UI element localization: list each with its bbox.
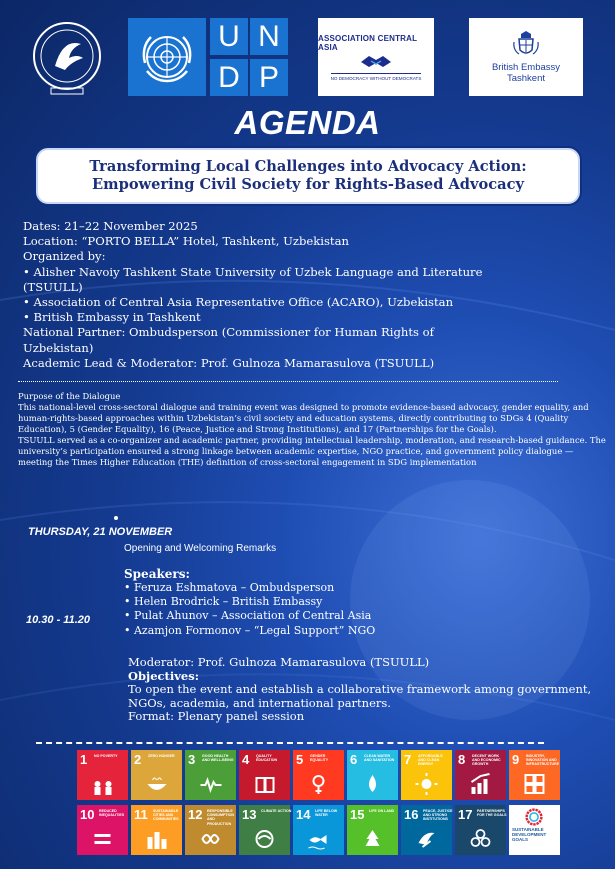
event-title: Transforming Local Challenges into Advocacy Action: Empowering Civil Society for Rights-Based Advocacy [89,158,527,193]
sdg-number: 2 [134,752,142,767]
sdg-label: LIFE ON LAND [369,809,395,813]
sdg-label: REDUCED INEQUALITIES [99,809,125,818]
sdg-logo-text: SUSTAINABLE DEVELOPMENT GOALS [512,827,547,843]
sdg-number: 5 [296,752,304,767]
sdg-label: PEACE, JUSTICE AND STRONG INSTITUTIONS [423,809,453,822]
event-location: Location: “PORTO BELLA” Hotel, Tashkent, Uzbekistan [23,234,349,249]
speakers-heading: Speakers: [124,567,190,581]
speaker-item: • Pulat Ahunov – Association of Central Asia [124,609,372,623]
sdg-tile-12 [185,805,236,855]
sdg-tile-9 [509,750,560,800]
sdg-1-icon [90,772,115,796]
sdg-label: ZERO HUNGER [148,754,175,758]
sdg-tile-5 [293,750,344,800]
sdg-label: PARTNERSHIPS FOR THE GOALS [477,809,507,818]
sdg-number: 16 [404,807,419,822]
sdg-9-icon [522,772,547,796]
session-format: Format: Plenary panel session [128,709,305,724]
speaker-item: • Helen Brodrick – British Embassy [124,595,323,609]
sdg-tile-17 [455,805,506,855]
sdg-wheel-icon [523,808,545,826]
sdg-label: LIFE BELOW WATER [315,809,338,818]
sdg-number: 6 [350,752,358,767]
purpose-section [18,391,606,468]
speakers-list [124,581,375,638]
session-day: THURSDAY, 21 NOVEMBER [28,526,173,538]
sdg-3-icon [198,772,223,796]
sdg-number: 10 [80,807,95,822]
sdg-tile-16 [401,805,452,855]
objectives-line1: To open the event and establish a collaborative framework among government, [128,682,592,697]
aca-subtitle: NO DEMOCRACY WITHOUT DEMOCRATS [331,73,422,81]
sdg-number: 4 [242,752,250,767]
timeline-dot [114,516,118,520]
sdg-number: 7 [404,752,412,767]
sdg-logo-tile [509,805,560,855]
divider-dotted-top [18,381,558,382]
sdg-label: GENDER EQUALITY [310,754,329,763]
sdg-number: 13 [242,807,257,822]
sdg-tile-7 [401,750,452,800]
undp-letter-u: U [210,18,248,55]
sdg-6-icon [360,772,385,796]
undp-logo [128,18,288,96]
purpose-paragraph-1: This national-level cross-sectoral dialogue and training event was designed to promote evidence-based advocacy, gender equality, and human-rights-based approaches within Uzbekistan’s civil society and education systems, directly contributing to SDGs 4 (Quality Education), 5 (Gender Equality), 16 (Peace, Justice and Strong Institutions), and 17 (Partnerships for the Goals). [18,402,589,434]
sdg-8-icon [468,772,493,796]
sdg-number: 12 [188,807,203,822]
objectives-heading: Objectives: [128,668,199,683]
sdg-2-icon [144,772,169,796]
national-partner-line2: Uzbekistan) [23,340,94,355]
handshake-icon [359,52,393,70]
royal-crest-icon [511,30,541,60]
sdg-label: QUALITY EDUCATION [256,754,278,763]
university-logo [18,18,116,96]
purpose-heading: Purpose of the Dialogue [18,391,121,401]
sdg-label: DECENT WORK AND ECONOMIC GROWTH [472,754,501,767]
session-moderator-block [128,656,598,724]
sdg-number: 14 [296,807,311,822]
academic-lead: Academic Lead & Moderator: Prof. Gulnoza Mamarasulova (TSUULL) [23,355,435,370]
association-central-asia-logo [318,18,434,96]
sdg-number: 3 [188,752,196,767]
sdg-tile-6 [347,750,398,800]
organizer-2: • Association of Central Asia Representative Office (ACARO), Uzbekistan [23,295,454,310]
aca-title: ASSOCIATION CENTRAL ASIA [318,33,418,52]
speaker-item: • Azamjon Formonov – “Legal Support” NGO [124,623,376,637]
objectives-line2: NGOs, academia, and international partners. [128,695,391,710]
organizer-1-line2: (TSUULL) [23,279,83,294]
sdg-tile-15 [347,805,398,855]
purpose-paragraph-2: TSUULL served as a co-organizer and academic partner, providing intellectual leadership, moderation, and research-based guidance. The university’s participation ensured a strong linkage between academic expertise, NGO practice, and government policy dialogue — meeting the Times Higher Education (THE) definition of cross-sectoral engagement in SDG implementation [18,435,606,467]
page-heading: AGENDA [234,104,381,141]
sdg-12-icon [198,827,223,851]
sdg-tile-2 [131,750,182,800]
sdg-tile-13 [239,805,290,855]
sdg-number: 17 [458,807,473,822]
sdg-label: CLEAN WATER AND SANITATION [364,754,395,763]
sdg-tile-8 [455,750,506,800]
sdg-label: AFFORDABLE AND CLEAN ENERGY [418,754,443,767]
sdg-label: RESPONSIBLE CONSUMPTION AND PRODUCTION [207,809,234,826]
event-dates: Dates: 21–22 November 2025 [23,219,198,233]
sdg-tile-1 [77,750,128,800]
sdg-tile-10 [77,805,128,855]
sdg-label: NO POVERTY [94,754,118,758]
undp-letter-d: D [210,59,248,96]
undp-letter-p: P [250,59,288,96]
sdg-number: 11 [134,807,148,822]
session-time: 10.30 - 11.20 [26,614,91,626]
sdg-5-icon [306,772,331,796]
sdg-label: GOOD HEALTH AND WELL-BEING [202,754,234,763]
sdg-16-icon [414,827,439,851]
national-partner-line1: National Partner: Ombudsperson (Commissioner for Human Rights of [23,325,434,340]
sdg-label: INDUSTRY, INNOVATION AND INFRASTRUCTURE [526,754,560,767]
session-title: Opening and Welcoming Remarks [124,543,277,554]
organized-by-label: Organized by: [23,249,106,264]
sdg-label: SUSTAINABLE CITIES AND COMMUNITIES [153,809,179,822]
university-emblem-icon [25,18,109,96]
speaker-item: • Feruza Eshmatova – Ombudsperson [124,581,335,594]
organizer-1-line1: • Alisher Navoiy Tashkent State University of Uzbek Language and Literature [23,264,483,279]
sdg-15-icon [360,827,385,851]
undp-letter-n: N [250,18,288,55]
sdg-number: 15 [350,807,365,822]
sdg-10-icon [90,827,115,851]
sdg-tile-4 [239,750,290,800]
sdg-7-icon [414,772,439,796]
british-embassy-line2: Tashkent [506,73,545,84]
un-emblem-icon [128,18,206,96]
sdg-14-icon [306,827,331,851]
sdg-17-icon [468,827,493,851]
sdg-13-icon [252,827,277,851]
event-title-box [36,148,580,204]
divider-dashed-bottom [36,742,544,744]
sdg-number: 8 [458,752,466,767]
sdg-number: 1 [80,752,88,767]
organizer-3: • British Embassy in Tashkent [23,310,201,325]
british-embassy-logo [469,18,583,96]
session-moderator: Moderator: Prof. Gulnoza Mamarasulova (TSUULL) [128,655,430,669]
sdg-11-icon [144,827,169,851]
sdg-4-icon [252,772,277,796]
sdg-number: 9 [512,752,520,767]
sdg-tile-3 [185,750,236,800]
sdg-label: CLIMATE ACTION [261,809,292,813]
british-embassy-line1: British Embassy [491,62,561,73]
sdg-tile-11 [131,805,182,855]
sdg-tile-14 [293,805,344,855]
event-info [23,219,603,371]
